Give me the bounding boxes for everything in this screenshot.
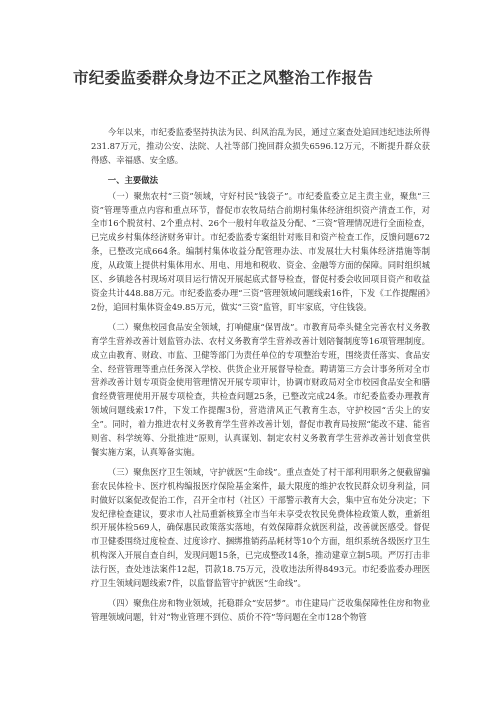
- document-body: [91, 126, 430, 625]
- paragraph-housing-property: （四）聚焦住房和物业领域，托稳群众“安居梦”。市住建局广泛收集保障性住房和物业管理领域问题，针对“物业管理不到位、质价不符”等问题在全市128个物管: [91, 598, 430, 622]
- paragraph-school-food-safety: （二）聚焦校园食品安全领域，打响健康“保胃战”。市教育局牵头健全完善农村义务教育学生营养改善计划监管办法、农村义务教育学生营养改善计划陪餐制度等16项管理制度。成立由教育、财政、市监、卫健等部门为责任单位的专项整治专班，围绕责任落实、食品安全、经营管理等重点任务深入学校、供货企业开展督导检查。聘请第三方会计事务所对全市营养改善计划专项资金使用管理情况开展专项审计，协调市财政局对全市校园食品安全和膳食经费管理使用开展专项检查，共检查问题25条，已整改完成24条。市纪委监委办理教育领域问题线索17件，下发工作提醒3份，营造清风正气教育生态，守护校园“舌尖上的安全”。同时，着力推进农村义务教育学生营养改善计划，督促市教育局按照“能改不建、能省则省、科学统筹、分批推进”原则，认真谋划、制定农村义务教育学生营养改善计划食堂供餐实施方案，认真筹备实施。: [91, 321, 430, 457]
- document-title: 市纪委监委群众身边不正之风整治工作报告: [73, 68, 374, 87]
- intro-paragraph: 今年以来，市纪委监委坚持执法为民、纠风治乱为民，通过立案查处追回违纪违法所得231.87万元，推动公安、法院、人社等部门挽回群众损失6596.12万元，不断提升群众获得感、幸福感、安全感。: [91, 127, 430, 165]
- paragraph-rural-assets: （一）聚焦农村“三资”领域，守好村民“钱袋子”。市纪委监委立足主责主业，聚焦“三资”管理等重点内容和重点环节，督促市农牧局结合前期村集体经济组织资产清查工作，对全市16个脱贫村、2个重点村、26个一般村年收益及分配、“三资”管理情况进行全面检查，已完成乡村集体经济财务审计。市纪委监委专案组针对账目和资产检查工作，反馈问题672条，已整改完成664条。编制村集体收益分配管理办法、市发展壮大村集体经济措施等制度，从政策上提供村集体用水、用电、用地和税收、资金、金融等方面的保障。同时组织城区、乡镇趁各村现场对项目运行情况开展起底式督导检查，督促村委会收回项目资产和收益资金共计448.88万元。市纪委监委办理“三资”管理领域问题线索16件，下发《工作提醒函》2份，追回村集体资金49.85万元，做实“三资”监管，盯牢家底，守住钱袋。: [91, 190, 430, 312]
- paragraph-medical-health: （三）聚焦医疗卫生领域，守护就医“生命线”。重点查处了村干部利用职务之便截留骗套农民体检卡、医疗机构编报医疗保险基金案件，最大限度的维护农牧民群众切身利益，同时做好以案促改促治工作，召开全市村（社区）干部警示教育大会，集中宣布处分决定；下发纪律检查建议，要求市人社局重新核算全市当年未享受农牧民免费体检政策人数，重新组织开展体检569人，确保惠民政策落实落地，有效保障群众就医利益，改善就医感受。督促市卫健委围绕过度检查、过度诊疗、捆绑推销药品耗材等10个方面，组织系统各级医疗卫生机构深入开展自查自纠，发现问题15条，已完成整改14条，推动建章立制5项。严厉打击非法行医，查处违法案件12起，罚款18.75万元，没收违法所得8493元。市纪委监委办理医疗卫生领域问题线索7件，以监督监管守护就医“生命线”。: [91, 466, 430, 589]
- section-heading: 一、主要做法: [107, 174, 159, 185]
